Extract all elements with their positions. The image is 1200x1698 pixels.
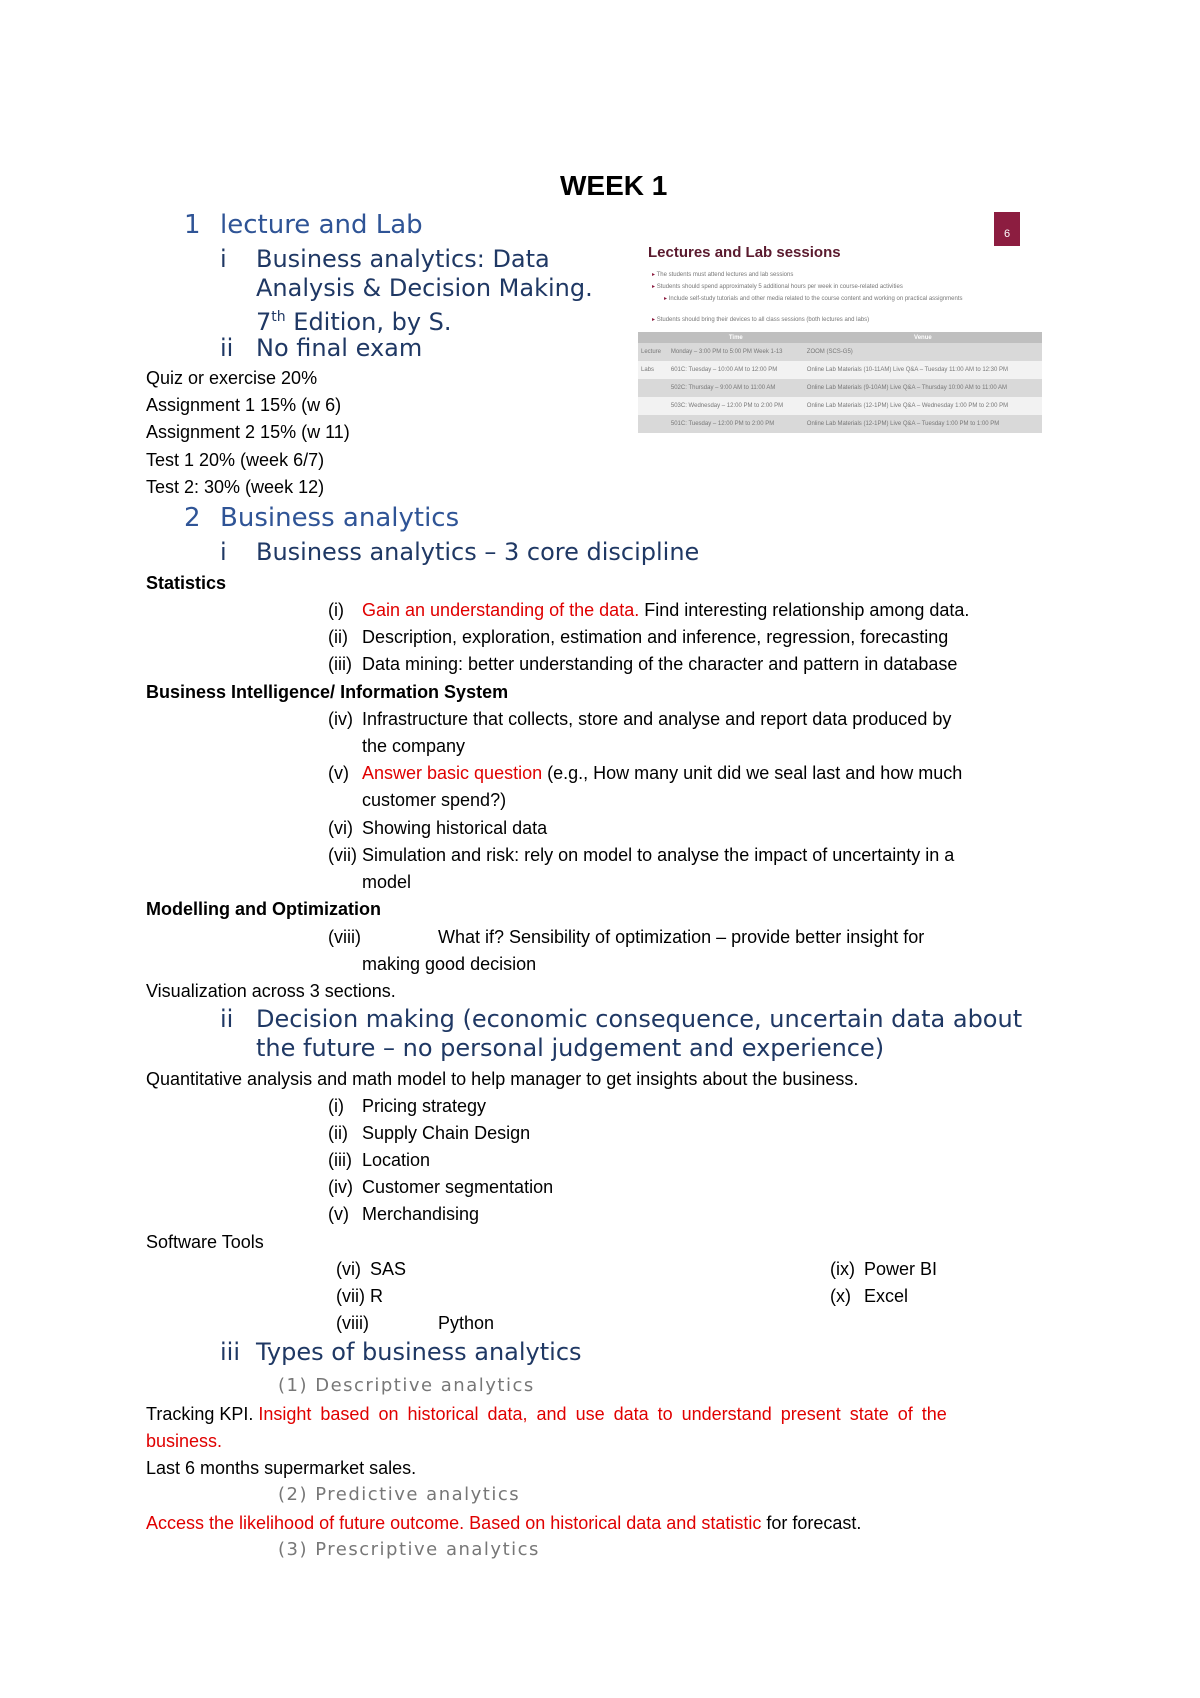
mo-item-continued: making good decision: [362, 954, 537, 974]
slide-bullet: ▸ The students must attend lectures and lab sessions: [652, 271, 793, 278]
lecture-slide-image: [622, 210, 1042, 445]
slide-table-header: Venue: [804, 332, 1042, 343]
bi-label: Business Intelligence/ Information System: [146, 682, 509, 702]
slide-table-row: 501C: Tuesday – 12:00 PM to 2:00 PM Online Lab Materials (12-1PM) Live Q&A – Tuesday 1:00 PM to 1:00 PM: [638, 415, 1042, 433]
section-1-number: 1: [184, 210, 201, 240]
analytics-type-heading: (1) Descriptive analytics: [278, 1375, 535, 1396]
mo-item-number: (viii): [328, 927, 361, 947]
mo-label: Modelling and Optimization: [146, 899, 381, 919]
grade-item: Assignment 2 15% (w 11): [146, 422, 350, 442]
section-2-heading: Business analytics: [220, 503, 460, 533]
section-2-iii-heading: Types of business analytics: [256, 1338, 582, 1366]
slide-table-row: 503C: Wednesday – 12:00 PM to 2:00 PM Online Lab Materials (12-1PM) Live Q&A – Wednesday 1:00 PM to 2:00 PM: [638, 397, 1042, 415]
section-2-number: 2: [184, 503, 201, 533]
section-2-ii-line1: Decision making (economic consequence, uncertain data about: [256, 1005, 1023, 1033]
predictive-line: Access the likelihood of future outcome. Based on historical data and statistic for forecast.: [146, 1513, 862, 1533]
slide-number-badge: 6: [994, 212, 1020, 246]
decision-item: (iii) Location: [328, 1150, 431, 1170]
bi-item: (iv) Infrastructure that collects, store and analyse and report data produced by: [328, 709, 952, 729]
decision-item: (v) Merchandising: [328, 1204, 480, 1224]
software-label: Software Tools: [146, 1232, 264, 1252]
visualization-note: Visualization across 3 sections.: [146, 981, 396, 1001]
slide-table-row: Labs 601C: Tuesday – 10:00 AM to 12:00 PM Online Lab Materials (10-11AM) Live Q&A – Tuesday 11:00 AM to 12:30 PM: [638, 361, 1042, 379]
mo-item: What if? Sensibility of optimization – provide better insight for: [438, 927, 925, 947]
section-1-i-number: i: [220, 245, 227, 273]
statistics-label: Statistics: [146, 573, 227, 593]
grade-item: Test 1 20% (week 6/7): [146, 450, 325, 470]
bi-item-continued: customer spend?): [362, 790, 507, 810]
slide-table-row: 502C: Thursday – 9:00 AM to 11:00 AM Online Lab Materials (9-10AM) Live Q&A – Thursday 10:00 AM to 11:00 AM: [638, 379, 1042, 397]
bi-item: (vi) Showing historical data: [328, 818, 548, 838]
slide-bullet: ▸ Include self-study tutorials and other media related to the course content and working on practical assignments: [664, 295, 963, 302]
statistics-item: (iii) Data mining: better understanding of the character and pattern in database: [328, 654, 958, 674]
descriptive-line-continued: business.: [146, 1431, 223, 1451]
section-1-ii-number: ii: [220, 334, 234, 362]
section-1-ii-heading: No final exam: [256, 334, 423, 362]
grade-item: Assignment 1 15% (w 6): [146, 395, 342, 415]
decision-item: (ii) Supply Chain Design: [328, 1123, 531, 1143]
slide-table-row: Lecture Monday – 3:00 PM to 5:00 PM Week 1-13 ZOOM (SCS-G5): [638, 343, 1042, 361]
software-item: (vi) SAS: [336, 1259, 407, 1279]
slide-title: Lectures and Lab sessions: [648, 244, 841, 261]
statistics-item: (i) Gain an understanding of the data. Find interesting relationship among data.: [328, 600, 970, 620]
section-2-ii-number: ii: [220, 1005, 234, 1033]
section-1-i-line2: Analysis & Decision Making.: [256, 274, 593, 302]
software-item: Python: [438, 1313, 495, 1333]
descriptive-line: Tracking KPI. Insight based on historical data, and use data to understand present state of the: [146, 1404, 947, 1424]
slide-schedule-table: [638, 332, 1042, 433]
bi-item-continued: model: [362, 872, 412, 892]
section-1-i-line1: Business analytics: Data: [256, 245, 550, 273]
software-item: (ix) Power BI: [830, 1259, 938, 1279]
slide-bullet: ▸ Students should bring their devices to all class sessions (both lectures and labs): [652, 316, 869, 323]
page-title: WEEK 1: [560, 170, 668, 201]
decision-item: (i) Pricing strategy: [328, 1096, 487, 1116]
statistics-item: (ii) Description, exploration, estimation and inference, regression, forecasting: [328, 627, 949, 647]
section-1-heading: lecture and Lab: [220, 210, 423, 240]
slide-table-header: Time: [668, 332, 804, 343]
section-1-i-line3: 7th Edition, by S.: [256, 308, 452, 336]
analytics-type-heading: (2) Predictive analytics: [278, 1484, 521, 1505]
section-2-ii-line2: the future – no personal judgement and experience): [256, 1034, 885, 1062]
bi-item-continued: the company: [362, 736, 466, 756]
slide-bullet: ▸ Students should spend approximately 5 additional hours per week in course-related activities: [652, 283, 903, 290]
decision-item: (iv) Customer segmentation: [328, 1177, 554, 1197]
software-item-number: (viii): [336, 1313, 369, 1333]
quant-note: Quantitative analysis and math model to help manager to get insights about the business.: [146, 1069, 859, 1089]
software-item: (vii) R: [336, 1286, 383, 1306]
bi-item: (v) Answer basic question (e.g., How many unit did we seal last and how much: [328, 763, 963, 783]
section-2-iii-number: iii: [220, 1338, 241, 1366]
bi-item: (vii) Simulation and risk: rely on model to analyse the impact of uncertainty in a: [328, 845, 955, 865]
analytics-type-heading: (3) Prescriptive analytics: [278, 1539, 540, 1560]
software-item: (x) Excel: [830, 1286, 909, 1306]
section-2-i-number: i: [220, 538, 227, 566]
descriptive-example: Last 6 months supermarket sales.: [146, 1458, 417, 1478]
grade-item: Quiz or exercise 20%: [146, 368, 318, 388]
grade-item: Test 2: 30% (week 12): [146, 477, 325, 497]
section-2-i-heading: Business analytics – 3 core discipline: [256, 538, 700, 566]
